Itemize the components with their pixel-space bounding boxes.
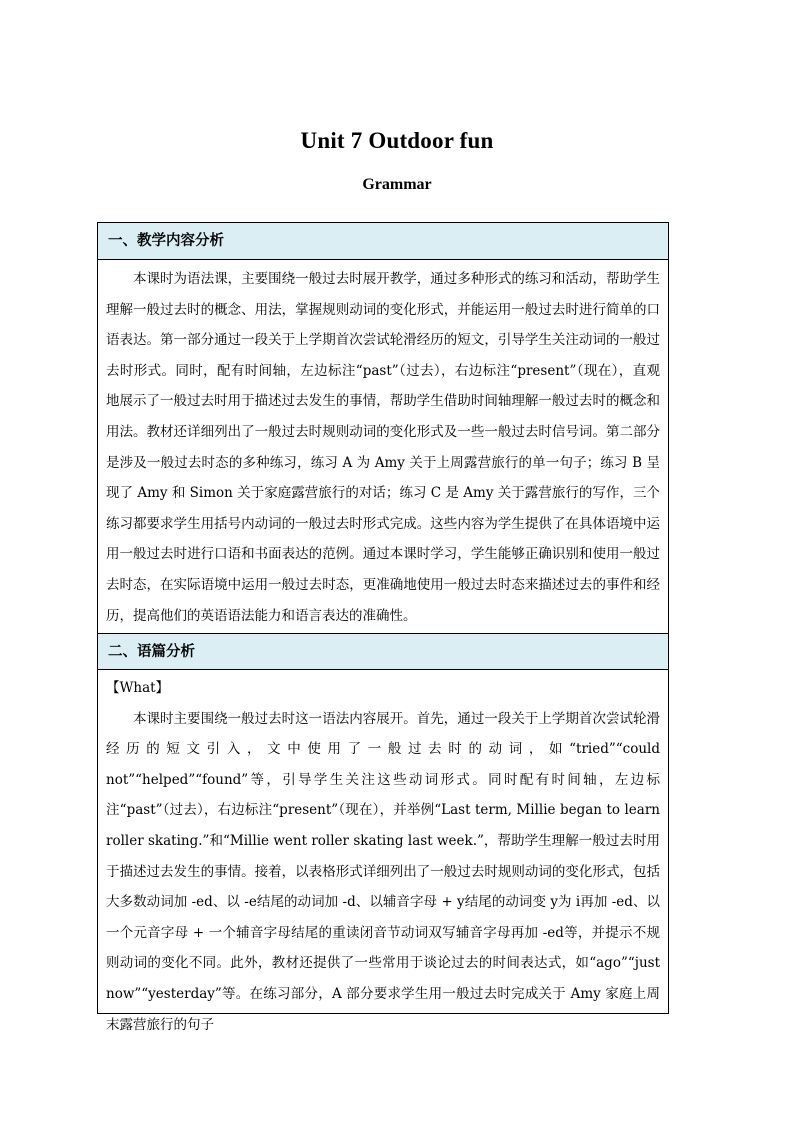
document-title: Unit 7 Outdoor fun <box>300 128 494 153</box>
section-body-content-analysis <box>98 260 668 633</box>
what-tag: 【What】 <box>106 680 170 696</box>
section-heading-content-analysis: 一、教学内容分析 <box>98 223 668 260</box>
document-subtitle: Grammar <box>362 176 432 193</box>
text-analysis-paragraph: 本课时主要围绕一般过去时这一语法内容展开。首先，通过一段关于上学期首次尝试轮滑经历的短文引入，文中使用了一般过去时的动词，如“tried”“could not”“helped”“found”等，引导学生关注这些动词形式。同时配有时间轴，左边标注“past”（过去），右边标注“present”（现在），并举例“Last term, Millie began to learn roller skating.”和“Millie went roller skating last week.”，帮助学生理解一般过去时用于描述过去发生的事情。接着，以表格形式详细列出了一般过去时规则动词的变化形式，包括大多数动词加 -ed、以 -e结尾的动词加 -d、以辅音字母 + y结尾的动词变 y为 i再加 -ed、以一个元音字母 + 一个辅音字母结尾的重读闭音节动词双写辅音字母再加 -ed等，并提示不规则动词的变化不同。此外，教材还提供了一些常用于谈论过去的时间表达式，如“ago”“just now”“yesterday”等。在练习部分，A 部分要求学生用一般过去时完成关于 Amy 家庭上周末露营旅行的句子 <box>106 710 660 1033</box>
section-body-text-analysis <box>98 670 668 1033</box>
lesson-plan-table <box>97 222 669 1033</box>
section-heading-text-analysis: 二、语篇分析 <box>98 633 668 670</box>
content-analysis-paragraph: 本课时为语法课，主要围绕一般过去时展开教学，通过多种形式的练习和活动，帮助学生理解一般过去时的概念、用法，掌握规则动词的变化形式，并能运用一般过去时进行简单的口语表达。第一部分通过一段关于上学期首次尝试轮滑经历的短文，引导学生关注动词的一般过去时形式。同时，配有时间轴，左边标注“past”（过去），右边标注“present”（现在），直观地展示了一般过去时用于描述过去发生的事情，帮助学生借助时间轴理解一般过去时的概念和用法。教材还详细列出了一般过去时规则动词的变化形式及一些一般过去时信号词。第二部分是涉及一般过去时态的多种练习，练习 A 为 Amy 关于上周露营旅行的单一句子；练习 B 呈现了 Amy 和 Simon 关于家庭露营旅行的对话；练习 C 是 Amy 关于露营旅行的写作，三个练习都要求学生用括号内动词的一般过去时形式完成。这些内容为学生提供了在具体语境中运用一般过去时进行口语和书面表达的范例。通过本课时学习，学生能够正确识别和使用一般过去时态，在实际语境中运用一般过去时态，更准确地使用一般过去时态来描述过去的事件和经历，提高他们的英语语法能力和语言表达的准确性。 <box>106 271 660 624</box>
